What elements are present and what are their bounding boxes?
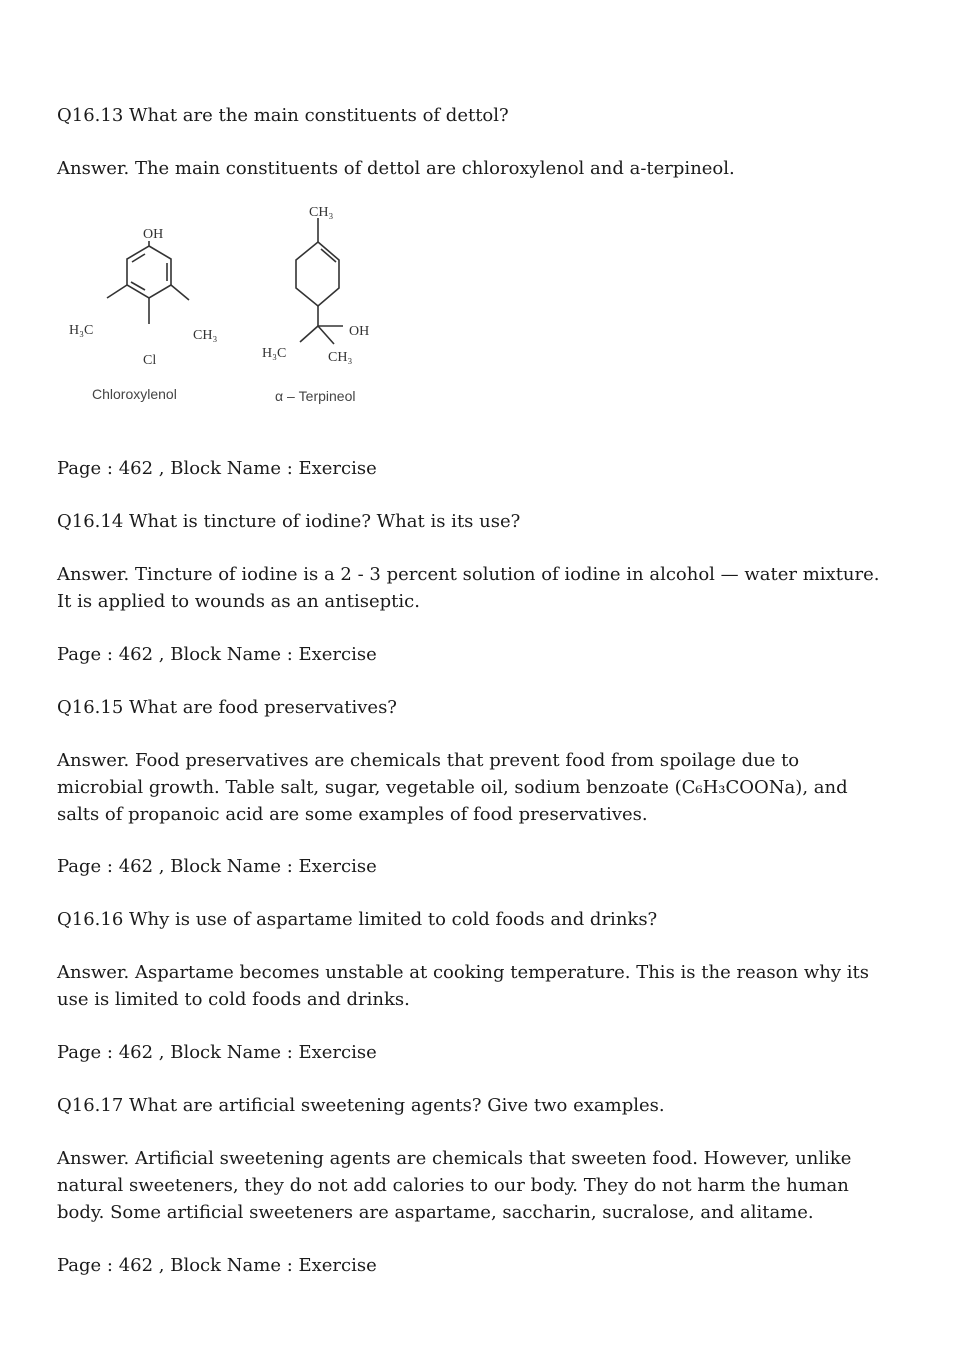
page-reference: Page : 462 , Block Name : Exercise — [57, 1255, 377, 1276]
terpineol-ch3-label: CH₃ — [328, 350, 353, 365]
terpineol-oh-label: OH — [349, 324, 370, 339]
dettol-structures-figure — [57, 196, 397, 416]
question-16-16: Q16.16 Why is use of aspartame limited to cold foods and drinks? — [57, 909, 658, 930]
terpineol-caption: α – Terpineol — [275, 388, 356, 404]
chloroxylenol-ring — [127, 246, 171, 298]
page-reference: Page : 462 , Block Name : Exercise — [57, 458, 377, 479]
h3c-bond — [300, 326, 318, 342]
answer-16-13: Answer. The main constituents of dettol are chloroxylenol and a-terpineol. — [57, 158, 735, 179]
question-16-13: Q16.13 What are the main constituents of dettol? — [57, 105, 509, 126]
question-16-14: Q16.14 What is tincture of iodine? What is its use? — [57, 511, 521, 532]
h3c-bond — [107, 285, 127, 298]
page-reference: Page : 462 , Block Name : Exercise — [57, 644, 377, 665]
terpineol-h3c-label: H₃C — [262, 346, 287, 361]
question-16-15: Q16.15 What are food preservatives? — [57, 697, 397, 718]
terpineol-ch3-top-label: CH₃ — [309, 205, 334, 220]
chloroxylenol-caption: Chloroxylenol — [92, 386, 177, 402]
chloroxylenol-oh-label: OH — [143, 227, 164, 242]
answer-16-17: Answer. Artificial sweetening agents are chemicals that sweeten food. However, unlike natural sweeteners, they do not add calories to our body. They do not harm the human body. Some artificial sweeteners are aspartame, saccharin, sucralose, and alitame. — [57, 1148, 852, 1223]
chloroxylenol-cl-label: Cl — [143, 353, 157, 368]
chloroxylenol-structure — [107, 241, 189, 324]
terpineol-ring — [296, 242, 339, 306]
answer-16-15: Answer. Food preservatives are chemicals that prevent food from spoilage due to microbial growth. Table salt, sugar, vegetable oil, sodium benzoate (C₆H₃COONa), and salts of propanoic acid are some examples of food preservatives. — [57, 750, 848, 825]
chloroxylenol-ch3-label: CH₃ — [193, 328, 218, 343]
answer-16-14: Answer. Tincture of iodine is a 2 - 3 percent solution of iodine in alcohol — water mixture. It is applied to wounds as an antiseptic. — [57, 564, 880, 612]
page-reference: Page : 462 , Block Name : Exercise — [57, 856, 377, 877]
page-reference: Page : 462 , Block Name : Exercise — [57, 1042, 377, 1063]
ch3-bond — [318, 326, 334, 344]
ch3-bond — [171, 285, 189, 300]
terpineol-structure — [296, 218, 343, 344]
question-16-17: Q16.17 What are artificial sweetening agents? Give two examples. — [57, 1095, 665, 1116]
answer-16-16: Answer. Aspartame becomes unstable at cooking temperature. This is the reason why its use is limited to cold foods and drinks. — [57, 962, 869, 1010]
chemical-structures-diagram — [57, 196, 397, 416]
chloroxylenol-h3c-label: H₃C — [69, 323, 94, 338]
